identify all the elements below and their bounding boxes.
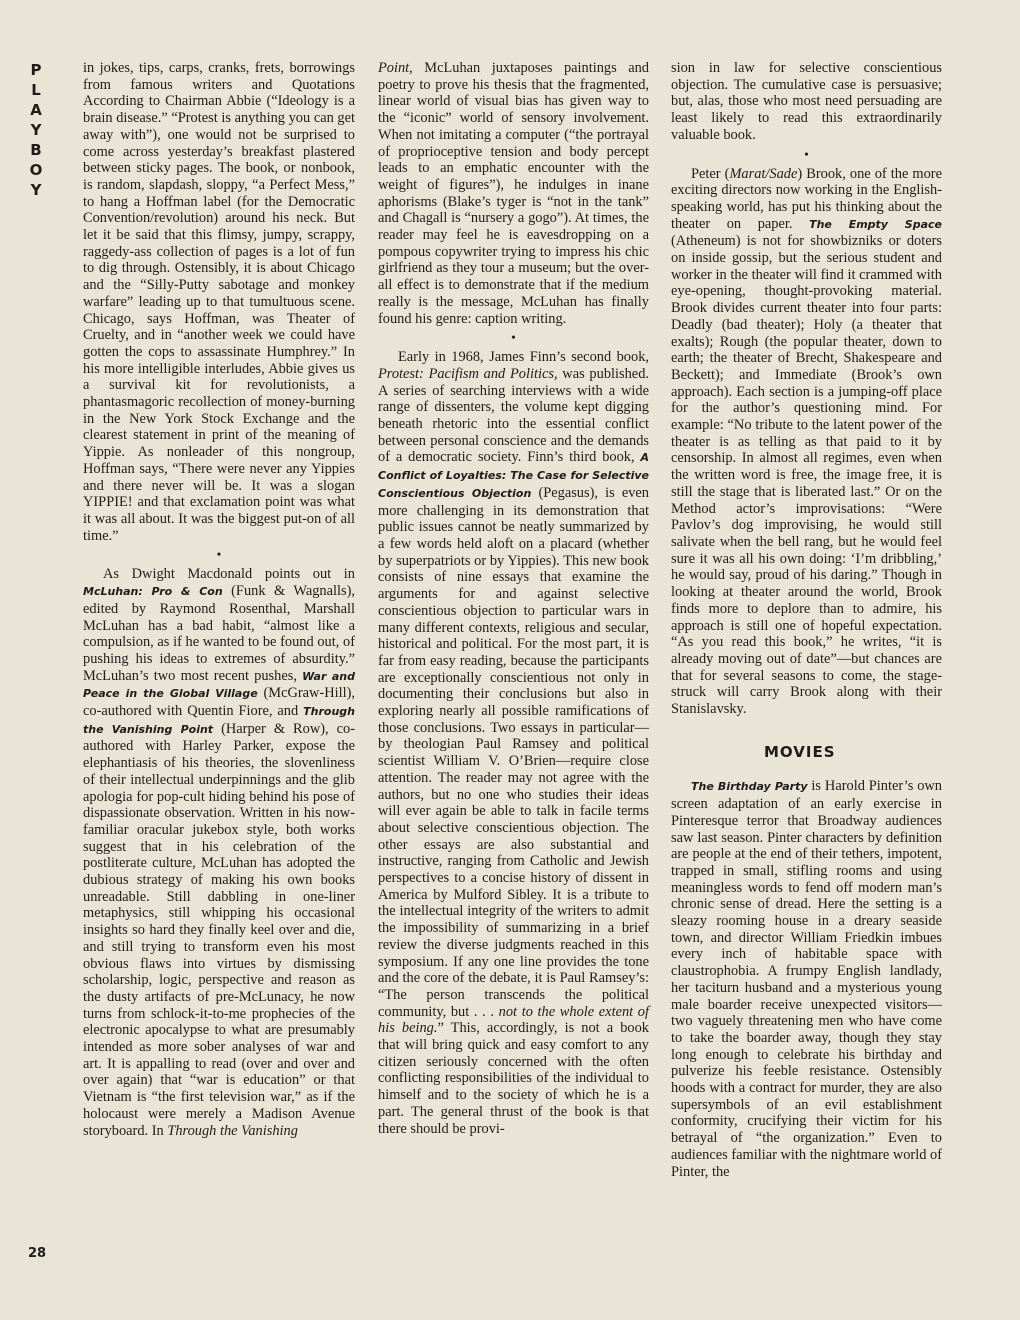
film-title: The Birthday Party (691, 780, 808, 794)
paragraph: The Birthday Party is Harold Pinter’s own screen adaptation of an early exercise in Pinteresque terror that Broadway audiences saw last season. Pinter characters by definition are people at the end of their tethers, impotent, trapped in small, stifling rooms and using meaningless words to fend off modern man’s chronic sense of dread. Here the setting is a sleazy rooming house in a dreary seaside town, and director William Friedkin imbues every inch of habitable space with claustrophobia. A frumpy English landlady, her taciturn husband and a mysterious young male boarder receive unexpected visitors—two vaguely threatening men who have come to take the boarder away, though they stay long enough to celebrate his birthday and pulverize his feeble resistance. Ostensibly hoods with a contract for murder, they are also supersymbols of an evil establishment conformity, crucifying their victim for his betrayal of “the organization.” Even to audiences familiar with the nightmare world of Pinter, the (671, 778, 942, 1180)
column-2 (378, 60, 649, 1137)
section-separator: • (216, 547, 222, 562)
section-heading: MOVIES (764, 742, 836, 761)
masthead-letter: Y (30, 121, 42, 139)
masthead-letter: L (31, 81, 41, 99)
book-title: The Empty Space (809, 217, 942, 231)
section-separator: • (804, 146, 809, 161)
paragraph: Early in 1968, James Finn’s second book, Protest: Pacifism and Politics, was published. A series of searching interviews with a wide range of dissenters, the volume kept digging beneath rhetoric into the essential conflict between personal conscience and the demands of a democratic society. Finn’s third book, A Conflict of Loyalties: The Case for Selective Conscientious Objection (Pegasus), is even more challenging in its demonstration that public issues cannot be neatly summarized by a few words held aloft on a placard (whether by superpatriots or by Yippies). This new book consists of nine essays that examine the arguments for and against selective conscientious objection to particular wars in many different contexts, religious and secular, historical and political. For the most part, it is far from easy reading, because the participants are exceptionally conscientious not only in documenting their conclusions but also in exploring nearly all possible ramifications of those conclusions. Two essays in particular—by theologian Paul Ramsey and political scientist William V. O’Brien—require close attention. The reader may not agree with the authors, but no one who studies their ideas will ever again be able to talk in facile terms about selective conscientious objection. The other essays are also substantial and instructive, ranging from Catholic and Jewish perspectives to a concise history of dissent in America by Mulford Sibley. It is a tribute to the intellectual integrity of the writers to admit the impossibility of summarizing in a brief review the diverse judgments reached in this symposium. If any one line provides the tone and the core of the debate, it is Paul Ramsey’s: “The person transcends the political community, but . . . not to the whole extent of his being.” This, accordingly, is not a book that will bring quick and easy comfort to any citizen seriously concerned with the often conflicting responsibilities of the individual to himself and to the society of which he is a part. The general thrust of the book is that there should be provi- (378, 349, 650, 1137)
book-title: A Conflict of Loyalties: The Case for Selective Conscientious Objection (378, 451, 649, 500)
book-title: War and Peace in the Global Village (83, 669, 355, 701)
paragraph: in jokes, tips, carps, cranks, frets, borrowings from famous writers and Quotations According to Chairman Abbie (“Ideology is a brain disease.” “Protest is anything you can get away with”), one would not be surprised to come across yesterday’s breakfast plastered between sticky pages. The book, or nonbook, is random, slapdash, sloppy, “a Perfect Mess,” to hang a Hoffman label (for the Democratic Convention/revolution) around his neck. But let it be said that this flimsy, jumpy, scrappy, raggedy-ass collection of pages is a lot of fun to dig through. Ostensibly, it is about Chicago and the “Silly-Putty sabotage and monkey warfare” leading up to that tumultuous scene. Chicago, says Hoffman, was Theater of Cruelty, and in “another week we could have gotten the cops to assassinate Humphrey.” In his more intelligible interludes, Abbie gives us a survival kit for revolutionists, a phantasmagoric recollection of money-burning in the New York Stock Exchange and the clearest statement in print of the meaning of Yippie. As nonleader of this nongroup, Hoffman says, “There were never any Yippies and there never will be. It was a slogan YIPPIE! and that exclamation point was what it was all about. It was the biggest put-on of all time.” (83, 60, 355, 544)
page-number: 28 (28, 1246, 47, 1261)
masthead-letter: A (30, 101, 42, 119)
paragraph: sion in law for selective conscientious objection. The cumulative case is persuasive; but, alas, those who most need persuading are least likely to read this extraordinarily valuable book. (671, 60, 942, 143)
column-1 (83, 60, 355, 1139)
paragraph: As Dwight Macdonald points out in McLuhan: Pro & Con (Funk & Wagnalls), edited by Raymond Rosenthal, Marshall McLuhan has a bad habit, “almost like a compulsion, as if he wanted to be found out, of pushing his ideas to extremes of absurdity.” McLuhan’s two most recent pushes, War and Peace in the Global Village (McGraw-Hill), co-authored with Quentin Fiore, and Through the Vanishing Point (Harper & Row), co-authored with Harley Parker, expose the elephantiasis of his theories, the slovenliness of their intellectual underpinnings and the glib apologia for pop-cult hiding behind his pose of dispassionate observation. Written in his now-familiar oracular jukebox style, both works suggest that in his celebration of the postliterate culture, McLuhan has adopted the dubious strategy of making his own books unreadable. Still dabbling in one-liner metaphysics, still whipping his occasional insights so hard they finally keel over and die, and still trying to transform even his most obvious flaws into virtues by dismissing scholarship, logic, perspective and reason as the dusty artifacts of pre-McLunacy, he now turns from schlock-it-to-me prophecies of the electronic apocalypse to what are presumably intended as more sober analyses of war and art. It is appalling to read (over and over and over again) that “war is education” or that Vietnam is “the first television war,” as if the holocaust were merely a Madison Avenue storyboard. In Through the Vanishing (83, 566, 356, 1139)
column-3 (671, 60, 942, 1180)
magazine-masthead (26, 60, 46, 200)
paragraph: Point, McLuhan juxtaposes paintings and poetry to prove his thesis that the fragmented, linear world of visual bias has given way to the “iconic” world of sensory involvement. When not imitating a computer (“the portrayal of proprioceptive tension and body percept leads to an emphatic encounter with the weight of figures”), he indulges in inane aphorisms (Blake’s tyger is “not in the tank” and Chagall is “nursery a gogo”). At times, the reader may feel he is eavesdropping on a pompous copywriter trying to impress his chic girlfriend as they tour a museum; but the over-all effect is to demonstrate that if the medium really is the message, McLuhan has finally found his genre: caption writing. (378, 60, 649, 327)
book-title: McLuhan: Pro & Con (83, 585, 223, 599)
section-separator: • (511, 330, 516, 345)
masthead-letter: Y (30, 181, 42, 199)
masthead-letter: O (29, 161, 43, 179)
book-title: Through the Vanishing Point (83, 705, 355, 736)
paragraph: Peter (Marat/Sade) Brook, one of the more exciting directors now working in the English-speaking world, has put his thinking about the theater on paper. The Empty Space (Atheneum) is not for showbizniks or doters on inside gossip, but the serious student and worker in the theater will find it crammed with eye-opening, thought-provoking material. Brook divides current theater into four parts: Deadly (bad theater); Holy (a theater that exalts); Rough (the popular theater, down to earth; the theater of Brecht, Shakespeare and Beckett); and Immediate (Brook’s own approach). Each section is a jumping-off place for the author’s questioning mind. For example: “No tribute to the latent power of the theater is as telling as that paid to it by censorship. In almost all regimes, even when the written word is free, the image free, it is still the stage that is liberated last.” Or on the Method actor’s improvisations: “Were Pavlov’s dog improvising, he would still salivate when the bell rang, but he would feel sure it was all his own doing: ‘I’m dribbling,’ he would say, proud of his daring.” Though in looking at theater around the world, Brook finds more to deplore than to admire, his approach is still one of hopeful expectation. “As you read this book,” he writes, “it is already moving out of date”—but chances are that for several seasons to come, the stage-struck will carry Brook along with their Stanislavsky. (671, 165, 942, 718)
masthead-letter: P (30, 61, 42, 79)
masthead-letter: B (30, 141, 42, 159)
